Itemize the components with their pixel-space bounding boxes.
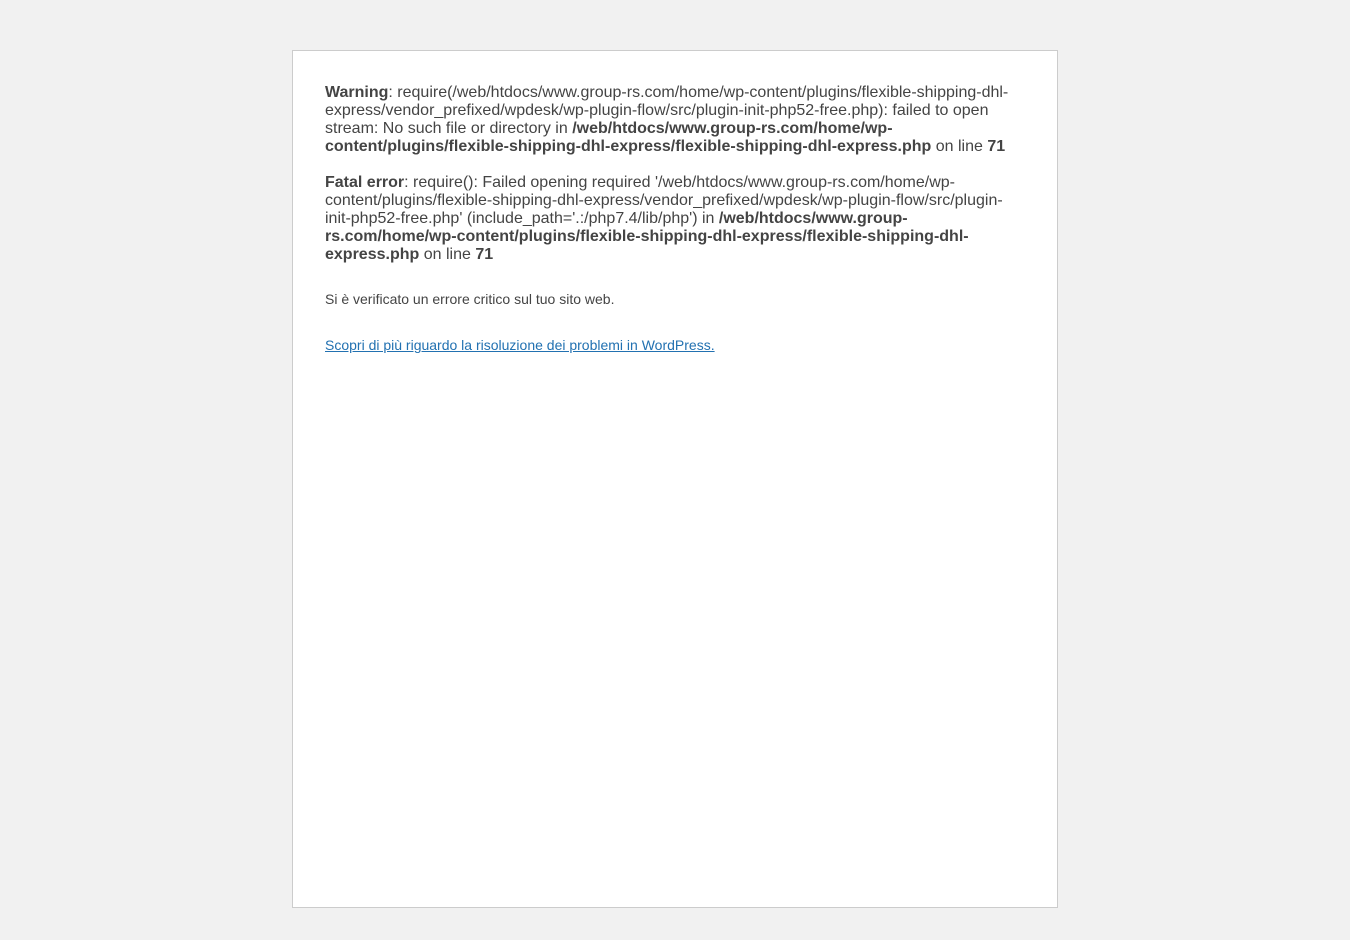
error-page-card: [292, 50, 1058, 908]
warning-file-path: /web/htdocs/www.group-rs.com/home/wp-content/plugins/flexible-shipping-dhl-express/flexible-shipping-dhl-express.php: [325, 120, 932, 155]
fatal-error-text: : require(): Failed opening required '/web/htdocs/www.group-rs.com/home/wp-content/plugins/flexible-shipping-dhl-express/vendor_prefixed/wpdesk/wp-plugin-flow/src/plugin-init-php52-free.php' (include_path='.:/php7.4/lib/php') in: [325, 174, 1003, 227]
warning-line-number: 71: [987, 138, 1006, 155]
warning-text: : require(/web/htdocs/www.group-rs.com/home/wp-content/plugins/flexible-shipping-dhl-express/vendor_prefixed/wpdesk/wp-plugin-flow/src/plugin-init-php52-free.php): failed to open stream: No such file or directory in: [325, 84, 1009, 137]
php-fatal-error-message: [325, 174, 1025, 264]
warning-on-line-text: on line: [931, 138, 988, 155]
fatal-error-on-line-text: on line: [419, 246, 476, 263]
fatal-error-label: Fatal error: [325, 174, 405, 191]
critical-error-message: Si è verificato un errore critico sul tuo sito web.: [325, 291, 615, 307]
warning-label: Warning: [325, 84, 389, 101]
help-link-paragraph: [325, 336, 1025, 354]
php-warning-message: [325, 84, 1025, 156]
troubleshooting-help-link[interactable]: Scopri di più riguardo la risoluzione dei problemi in WordPress.: [325, 337, 715, 353]
fatal-error-line-number: 71: [475, 246, 494, 263]
fatal-error-file-path: /web/htdocs/www.group-rs.com/home/wp-content/plugins/flexible-shipping-dhl-express/flexible-shipping-dhl-express.php: [325, 210, 969, 263]
